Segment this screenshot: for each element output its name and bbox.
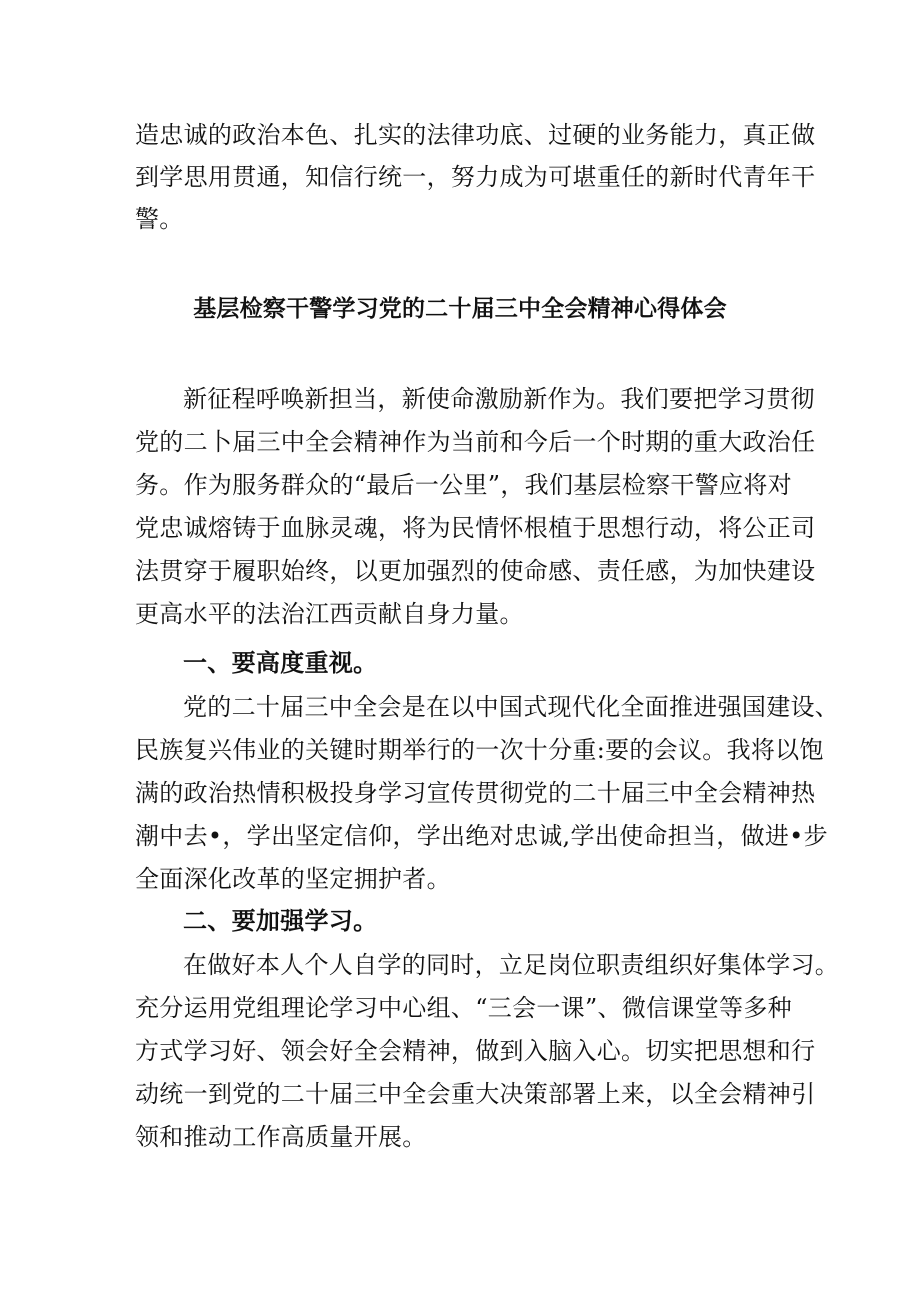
paragraph-line: 民族复兴伟业的关键时期举行的一次十分重:要的会议。我将以饱	[135, 736, 824, 764]
paragraph-line: 党的二十届三中全会是在以中国式现代化全面推进强国建设、	[183, 693, 840, 721]
paragraph-line: 新征程呼唤新担当，新使命激励新作为。我们要把学习贯彻	[183, 385, 815, 413]
paragraph-line: 党的二卜届三中全会精神作为当前和今后一个时期的重大政治任	[135, 428, 816, 456]
paragraph-line: 法贯穿于履职始终，以更加强烈的使命感、责任感，为加快建设	[135, 557, 816, 585]
paragraph-line: 方式学习好、领会好全会精神，做到入脑入心。切实把思想和行	[135, 1037, 816, 1065]
paragraph-line: 领和推动工作高质量开展。	[135, 1123, 427, 1151]
paragraph-line: 更高水平的法治江西贡献自身力量。	[135, 600, 524, 628]
article-title: 基层检察干警学习党的二十届三中全会精神心得体会	[193, 295, 727, 322]
paragraph-line: 满的政治热情积极投身学习宣传贯彻党的二十届三中全会精神热	[135, 779, 816, 807]
paragraph-line: 全面深化改革的坚定拥护者。	[135, 865, 451, 893]
paragraph-line: 务。作为服务群众的“最后一公里”，我们基层检察干警应将对	[135, 471, 792, 499]
paragraph-line: 充分运用党组理论学习中心组、“三会一课”、微信课堂等多种	[135, 994, 792, 1022]
paragraph-line: 在做好本人个人自学的同时，立足岗位职责组织好集体学习。	[183, 951, 840, 979]
section-heading: 二、要加强学习。	[183, 906, 378, 935]
section-heading: 一、要高度重视。	[183, 648, 378, 677]
intro-line: 造忠诚的政治本色、扎实的法律功底、过硬的业务能力，真正做	[135, 121, 816, 149]
paragraph-line: 动统一到党的二十届三中全会重大决策部署上来，以全会精神引	[135, 1080, 816, 1108]
intro-line: 警。	[135, 205, 184, 233]
intro-line: 到学思用贯通，知信行统一，努力成为可堪重任的新时代青年干	[135, 163, 816, 191]
paragraph-line: 党忠诚熔铸于血脉灵魂，将为民情怀根植于思想行动，将公正司	[135, 514, 816, 542]
paragraph-line: 潮中去•，学出坚定信仰，学出绝对忠诚,学出使命担当，做进•步	[135, 822, 828, 850]
